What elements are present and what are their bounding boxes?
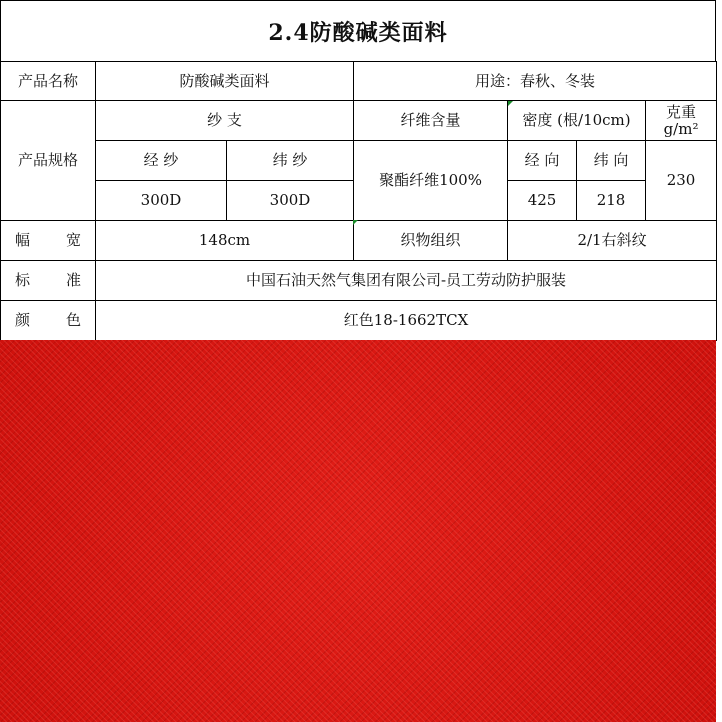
weft-dir-header: 纬 向 [577, 141, 646, 181]
standard-label: 标 准 [1, 261, 96, 301]
document-title: 2.4防酸碱类面料 [0, 0, 716, 62]
weight-header [646, 101, 717, 141]
weight-value: 230 [646, 141, 717, 221]
color-label: 颜 色 [1, 301, 96, 341]
fiber-content-value: 聚酯纤维100% [354, 141, 508, 221]
fiber-content-header: 纤维含量 [354, 101, 508, 141]
cell-marker [508, 101, 513, 106]
color-value: 红色18-1662TCX [96, 301, 717, 341]
width-label: 幅 宽 [1, 221, 96, 261]
weave-value: 2/1右斜纹 [508, 221, 717, 261]
weft-yarn-value: 300D [227, 181, 354, 221]
product-name-value: 防酸碱类面料 [96, 62, 354, 101]
weight-header-line1: 克重 [666, 103, 697, 121]
density-header: 密度 (根/10cm) [508, 101, 646, 141]
weft-density-value: 218 [577, 181, 646, 221]
weft-yarn-header: 纬 纱 [227, 141, 354, 181]
fabric-swatch-image [0, 340, 716, 722]
usage-value: 用途：春秋、冬装 [354, 62, 717, 101]
spec-table [0, 61, 717, 341]
warp-yarn-value: 300D [96, 181, 227, 221]
standard-value: 中国石油天然气集团有限公司-员工劳动防护服装 [96, 261, 717, 301]
cell-marker [353, 220, 358, 225]
weight-header-unit: g/m² [663, 119, 699, 138]
warp-yarn-header: 经 纱 [96, 141, 227, 181]
warp-dir-header: 经 向 [508, 141, 577, 181]
weave-label: 织物组织 [354, 221, 508, 261]
warp-density-value: 425 [508, 181, 577, 221]
spec-label: 产品规格 [1, 101, 96, 221]
yarn-count-header: 纱 支 [96, 101, 354, 141]
product-name-label: 产品名称 [1, 62, 96, 101]
width-value: 148cm [96, 221, 354, 261]
